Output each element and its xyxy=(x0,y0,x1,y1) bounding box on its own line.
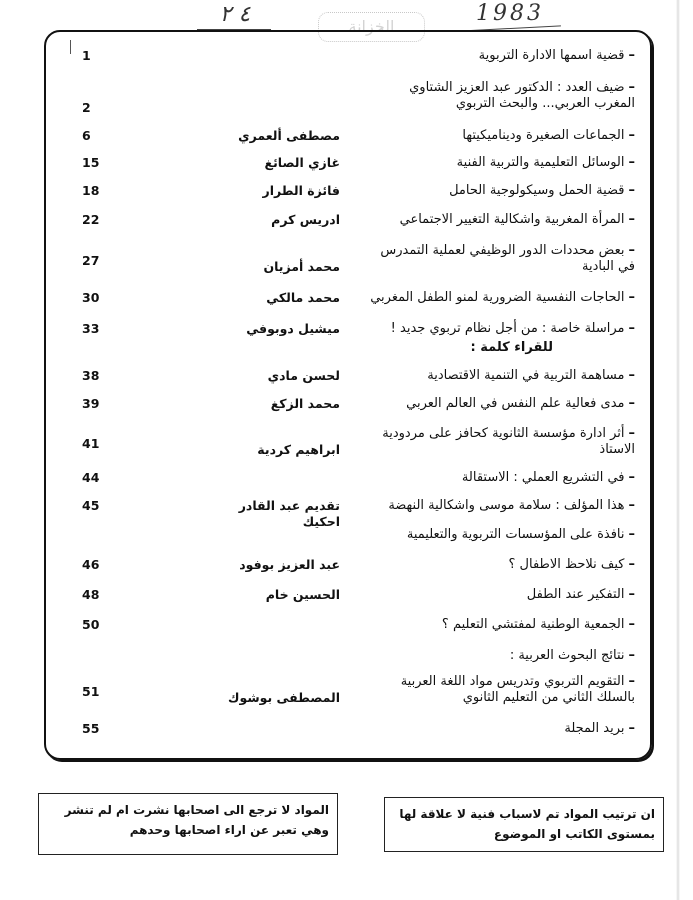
toc-entry-title: –قضية الحمل وسيكولوجية الحامل xyxy=(449,183,635,198)
handwritten-year: 1983 xyxy=(455,1,565,26)
toc-entry-page: 27 xyxy=(82,253,100,268)
toc-entry-page: 45 xyxy=(82,498,100,513)
toc-entry-page: 6 xyxy=(82,128,91,143)
toc-entry-page: 38 xyxy=(82,368,100,383)
toc-entry-author: فائزة الطرار xyxy=(262,183,340,198)
toc-entry-title: –الجماعات الصغيرة وديناميكيتها xyxy=(462,128,635,143)
toc-entry-title: –التفكير عند الطفل xyxy=(526,587,635,602)
section-heading-readers: للقراء كلمة : xyxy=(470,340,553,355)
toc-entry-page: 51 xyxy=(82,684,100,699)
toc-entry-title: –الوسائل التعليمية والتربية الفنية xyxy=(456,155,635,170)
bullet-dash: – xyxy=(628,527,635,542)
bullet-dash: – xyxy=(628,290,635,305)
bullet-dash: – xyxy=(628,426,635,441)
bullet-dash: – xyxy=(628,368,635,383)
bullet-dash: – xyxy=(628,155,635,170)
toc-entry-title: –هذا المؤلف : سلامة موسى واشكالية النهضة xyxy=(388,498,635,513)
toc-entry-author: ادريس كرم xyxy=(271,212,340,227)
bullet-dash: – xyxy=(628,48,635,63)
bullet-dash: – xyxy=(628,396,635,411)
toc-entry-page: 15 xyxy=(82,155,100,170)
toc-entry-page: 2 xyxy=(82,100,91,115)
bullet-dash: – xyxy=(628,243,635,258)
toc-entry-page: 41 xyxy=(82,436,100,451)
toc-entry-author: محمد الزكغ xyxy=(270,396,340,411)
toc-entry-title: –مراسلة خاصة : من أجل نظام تربوي جديد ! xyxy=(390,321,635,336)
toc-entry-page: 55 xyxy=(82,721,100,736)
toc-entry-title: –مدى فعالية علم النفس في العالم العربي xyxy=(406,396,635,411)
note-submissions xyxy=(38,793,338,855)
note-ordering-line-1: ان ترتيب المواد تم لاسباب فنية لا علاقة لها xyxy=(399,807,655,821)
toc-entry-author: الحسين خام xyxy=(265,587,340,602)
toc-entry-title: –الحاجات النفسية الضرورية لمنو الطفل المغربي xyxy=(370,290,635,305)
note-submissions-line-1: المواد لا ترجع الى اصحابها نشرت ام لم تنشر xyxy=(64,803,329,817)
toc-entry-author: المصطفى بوشوك xyxy=(228,690,340,705)
toc-entry-title: –الجمعية الوطنية لمفتشي التعليم ؟ xyxy=(441,617,635,632)
note-submissions-line-2: وهي تعبر عن اراء اصحابها وحدهم xyxy=(129,823,329,837)
page-edge-shadow xyxy=(676,0,680,900)
toc-entry-author: تقديم عبد القادر احكيك xyxy=(238,498,340,529)
bullet-dash: – xyxy=(628,721,635,736)
toc-entry-title: –المرأة المغربية واشكالية التغيير الاجتماعي xyxy=(399,212,635,227)
bullet-dash: – xyxy=(628,617,635,632)
handwritten-page-marker: ٤ ٢ xyxy=(195,2,275,27)
toc-entry-page: 44 xyxy=(82,470,100,485)
toc-entry-author: ابراهيم كردية xyxy=(257,442,340,457)
toc-entry-title: –بريد المجلة xyxy=(564,721,635,736)
bullet-dash: – xyxy=(628,321,635,336)
toc-entry-author: غازي الصائغ xyxy=(264,155,340,170)
toc-entry-title: –أثر ادارة مؤسسة الثانوية كحافز على مردودية الاستاذ xyxy=(382,426,635,457)
note-ordering-line-2: بمستوى الكاتب او الموضوع xyxy=(493,827,655,841)
toc-entry-title: –مساهمة التربية في التنمية الاقتصادية xyxy=(427,368,635,383)
toc-entry-page: 48 xyxy=(82,587,100,602)
note-ordering xyxy=(384,797,664,852)
bullet-dash: – xyxy=(628,80,635,95)
bullet-dash: – xyxy=(628,470,635,485)
toc-entry-title: –نافذة على المؤسسات التربوية والتعليمية xyxy=(406,527,635,542)
toc-entry-page: 30 xyxy=(82,290,100,305)
toc-entry-title: –بعض محددات الدور الوظيفي لعملية التمدرس في البادية xyxy=(380,243,635,274)
toc-entry-page: 33 xyxy=(82,321,100,336)
margin-tick xyxy=(70,40,71,54)
bullet-dash: – xyxy=(628,648,635,663)
toc-entry-author: لحسن مادي xyxy=(267,368,340,383)
toc-entry-title: –نتائج البحوث العربية : xyxy=(509,648,635,663)
toc-entry-page: 1 xyxy=(82,48,91,63)
toc-entry-page: 39 xyxy=(82,396,100,411)
toc-entry-author: عبد العزيز بوفود xyxy=(239,557,340,572)
toc-entry-page: 22 xyxy=(82,212,100,227)
toc-entry-author: مصطفى ألعمري xyxy=(238,128,340,143)
bullet-dash: – xyxy=(628,587,635,602)
toc-entry-title: –كيف نلاحظ الاطفال ؟ xyxy=(508,557,635,572)
toc-entry-title: –التقويم التربوي وتدريس مواد اللغة العربية بالسلك الثاني من التعليم الثانوي xyxy=(400,674,635,705)
bullet-dash: – xyxy=(628,183,635,198)
bullet-dash: – xyxy=(628,128,635,143)
toc-entry-title: –في التشريع العملي : الاستقالة xyxy=(461,470,635,485)
toc-entry-title: –ضيف العدد : الدكتور عبد العزيز الشتاوي المغرب العربي... والبحث التربوي xyxy=(409,80,635,111)
bullet-dash: – xyxy=(628,498,635,513)
toc-entry-page: 50 xyxy=(82,617,100,632)
toc-entry-author: ميشيل دوبوفي xyxy=(246,321,340,336)
toc-entry-author: محمد أمزيان xyxy=(263,259,340,274)
bullet-dash: – xyxy=(628,557,635,572)
toc-entry-page: 46 xyxy=(82,557,100,572)
bullet-dash: – xyxy=(628,674,635,689)
toc-entry-author: محمد مالكي xyxy=(266,290,340,305)
library-stamp: الخزانة xyxy=(318,12,425,42)
bullet-dash: – xyxy=(628,212,635,227)
toc-entry-page: 18 xyxy=(82,183,100,198)
toc-entry-title: –قضية اسمها الادارة التربوية xyxy=(478,48,635,63)
